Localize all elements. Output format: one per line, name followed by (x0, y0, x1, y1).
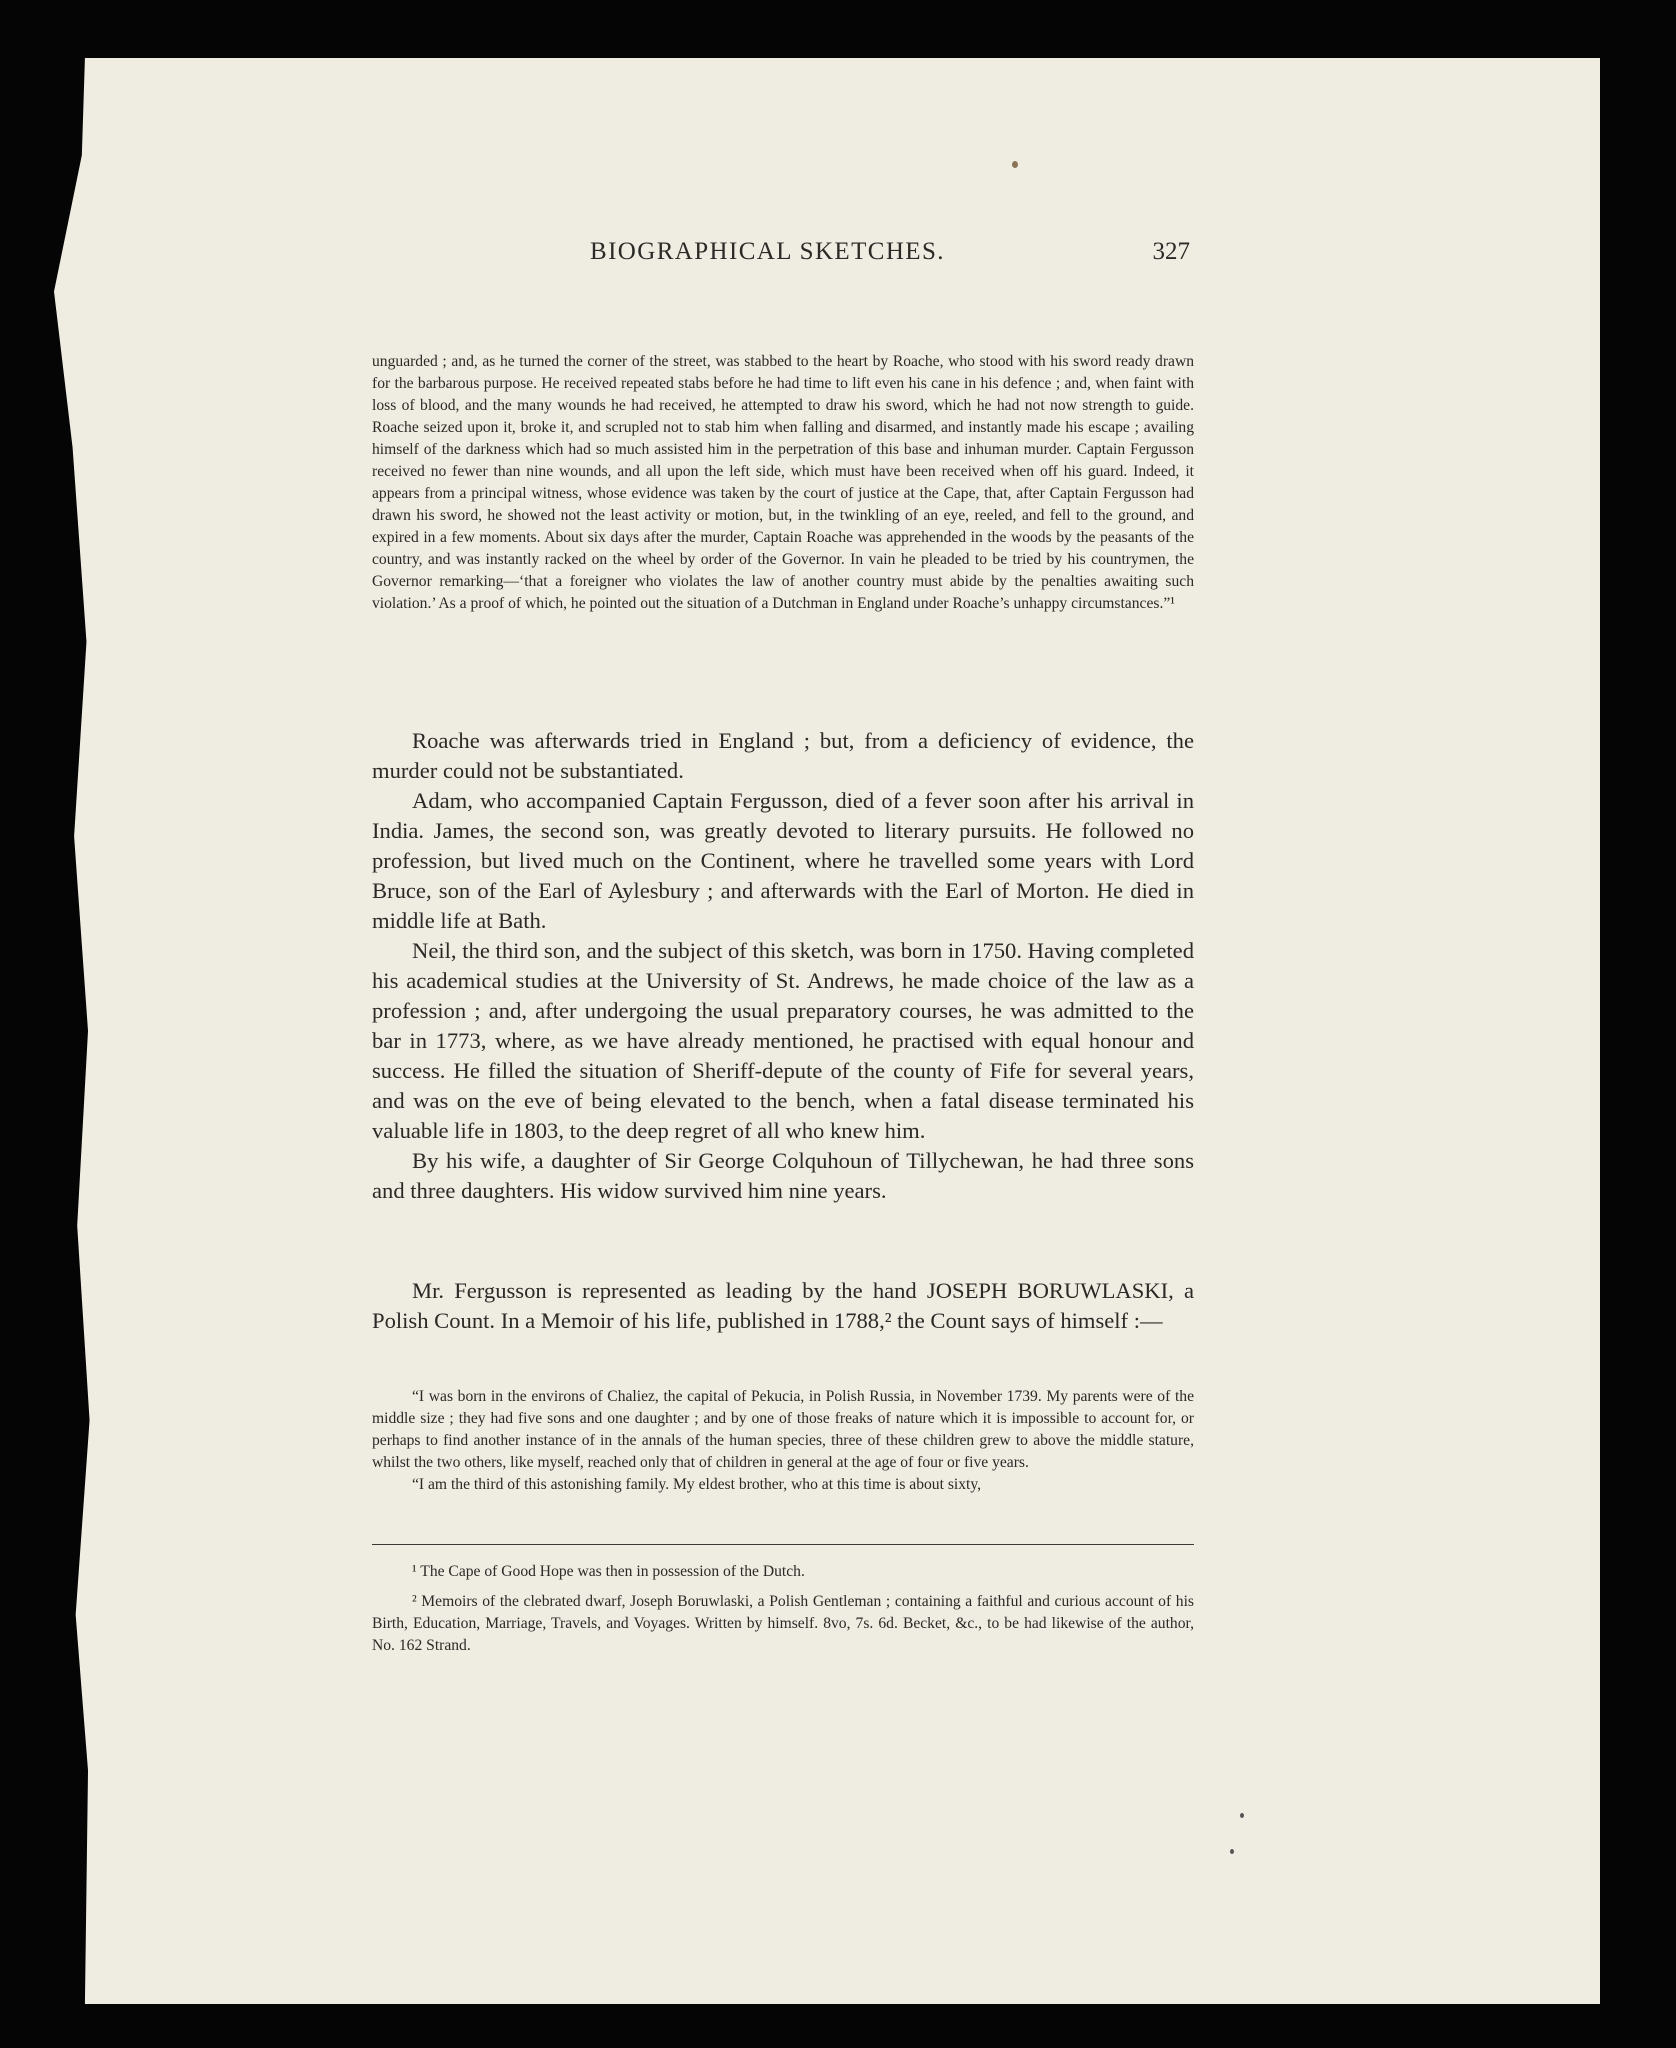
paper-speck (1230, 1849, 1234, 1854)
paragraph: By his wife, a daughter of Sir George Colquhoun of Tillychewan, he had three sons and three daughters. His widow survived him nine years. (372, 1148, 1194, 1203)
running-title: BIOGRAPHICAL SKETCHES. (590, 238, 945, 265)
paragraph: Adam, who accompanied Captain Fergusson, died of a fever soon after his arrival in India. James, the second son, was greatly devoted to literary pursuits. He followed no profession, but lived much on the Continent, where he travelled some years with Lord Bruce, son of the Earl of Aylesbury ; and afterwards with the Earl of Morton. He died in middle life at Bath. (372, 788, 1194, 933)
paper-speck (1012, 161, 1018, 168)
footnote-rule (372, 1544, 1194, 1545)
footnote: ² Memoirs of the clebrated dwarf, Joseph Boruwlaski, a Polish Gentleman ; containing a faithful and curious account of his Birth, Education, Marriage, Travels, and Voyages. Written by himself. 8vo, 7s. 6d. Becket, &c., to be had likewise of the author, No. 162 Strand. (372, 1593, 1194, 1654)
boruwlaski-intro (372, 1276, 1194, 1336)
paper-speck (1240, 1813, 1244, 1818)
opening-quote-text: unguarded ; and, as he turned the corner of the street, was stabbed to the heart by Roache, who stood with his sword ready drawn for the barbarous purpose. He received repeated stabs before he had time to lift even his cane in his defence ; and, when faint with loss of blood, and the many wounds he had received, he attempted to draw his sword, which he had not now strength to guide. Roache seized upon it, broke it, and scrupled not to stab him when falling and disarmed, and instantly made his escape ; availing himself of the darkness which had so much assisted him in the perpetration of this base and inhuman murder. Captain Fergusson received no fewer than nine wounds, and all upon the left side, which must have been received when off his guard. Indeed, it appears from a principal witness, whose evidence was taken by the court of justice at the Cape, that, after Captain Fergusson had drawn his sword, he showed not the least activity or motion, but, in the twinkling of an eye, reeled, and fell to the ground, and expired in a few moments. About six days after the murder, Captain Roache was apprehended in the woods by the peasants of the country, and was instantly racked on the wheel by order of the Governor. In vain he pleaded to be tried by his countrymen, the Governor remarking—‘that a foreigner who violates the law of another country must abide by the penalties awaiting such violation.’ As a proof of which, he pointed out the situation of a Dutchman in England under Roache’s unhappy circumstances.”¹ (372, 353, 1194, 612)
footnotes (372, 1561, 1194, 1665)
boruwlaski-quote (372, 1386, 1194, 1496)
main-text (372, 726, 1194, 1206)
paragraph: Neil, the third son, and the subject of this sketch, was born in 1750. Having completed his academical studies at the University of St. Andrews, he made choice of the law as a profession ; and, after undergoing the usual preparatory courses, he was admitted to the bar in 1773, where, as we have already mentioned, he practised with equal honour and success. He filled the situation of Sheriff-depute of the county of Fife for several years, and was on the eve of being elevated to the bench, when a fatal disease terminated his valuable life in 1803, to the deep regret of all who knew him. (372, 938, 1194, 1143)
quote-paragraph: “I am the third of this astonishing family. My eldest brother, who at this time is about sixty, (412, 1476, 982, 1493)
boruwlaski-intro-text: Mr. Fergusson is represented as leading by the hand JOSEPH BORUWLASKI, a Polish Count. In a Memoir of his life, published in 1788,² the Count says of himself :— (372, 1278, 1194, 1333)
quote-paragraph: “I was born in the environs of Chaliez, the capital of Pekucia, in Polish Russia, in November 1739. My parents were of the middle size ; they had five sons and one daughter ; and by one of those freaks of nature which it is impossible to account for, or perhaps to find another instance of in the annals of the human species, three of these children grew to above the middle stature, whilst the two others, like myself, reached only that of children in general at the age of four or five years. (372, 1388, 1194, 1471)
page-number: 327 (1152, 238, 1190, 265)
running-header (530, 238, 1190, 278)
paragraph: Roache was afterwards tried in England ; but, from a deficiency of evidence, the murder could not be substantiated. (372, 728, 1194, 783)
footnote: ¹ The Cape of Good Hope was then in possession of the Dutch. (412, 1563, 805, 1580)
opening-quote (372, 351, 1194, 615)
